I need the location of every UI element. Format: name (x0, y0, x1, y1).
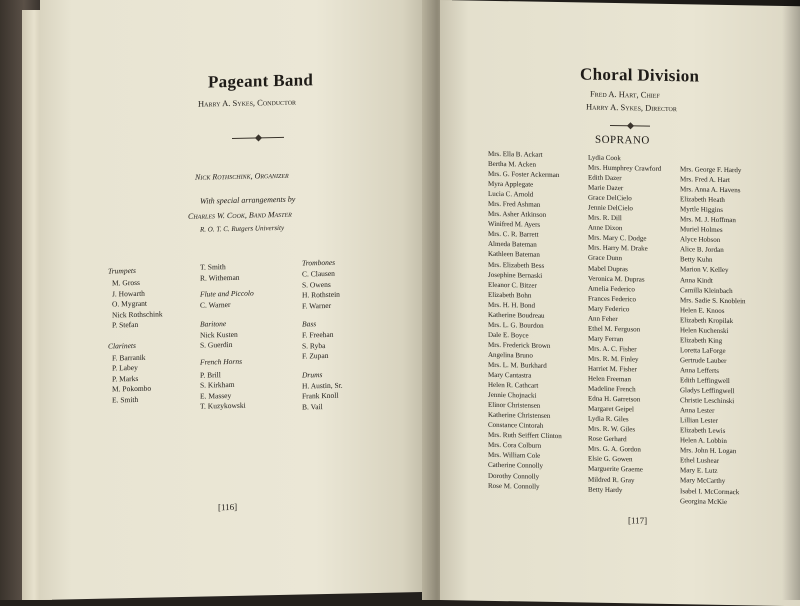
singer-name: Rose Gerhard (588, 434, 627, 444)
member-name: F. Barranik (112, 352, 146, 362)
singer-name: Alice B. Jordan (680, 245, 724, 255)
member-name: P. Brill (200, 369, 221, 380)
singer-name: Helen Freeman (588, 374, 631, 384)
singer-name: Mary Federico (588, 304, 630, 314)
choral-title: Choral Division (580, 64, 700, 86)
member-name: T. Smith (200, 262, 226, 272)
singer-name: Eleanor C. Bitzer (488, 280, 537, 290)
singer-name: Lydia Cook (588, 153, 621, 163)
ornament-divider (610, 125, 650, 127)
singer-name: Mrs. Frederick Brown (488, 340, 551, 350)
section-heading: French Horns (200, 356, 243, 367)
member-name: O. Mygrant (112, 298, 147, 309)
singer-name: Camilla Kleinbach (680, 285, 733, 295)
page-number-left: [116] (218, 501, 238, 513)
singer-name: Mrs. Anna A. Havens (680, 185, 741, 195)
singer-name: Mrs. George F. Hardy (680, 165, 742, 175)
singer-name: Myrtle Higgins (680, 205, 723, 215)
singer-name: Mrs. G. A. Gordon (588, 444, 641, 454)
singer-name: Mrs. Asher Atkinson (488, 210, 547, 220)
singer-name: Madeline French (588, 384, 636, 394)
singer-name: Loretta LaForge (680, 346, 726, 355)
open-book (22, 0, 800, 600)
member-name: F. Zupan (302, 350, 329, 361)
member-name: T. Kuzykowski (200, 400, 246, 411)
singer-name: Mrs. Harry M. Drake (588, 244, 648, 254)
member-name: S. Kirkham (200, 379, 235, 390)
singer-name: Mrs. Fred A. Hart (680, 175, 730, 185)
singer-name: Frances Federico (588, 294, 637, 304)
singer-name: Jennie DelCielo (588, 203, 633, 213)
singer-name: Anna Lester (680, 406, 715, 415)
member-name: C. Clausen (302, 268, 335, 279)
member-name: R. Witheman (200, 272, 240, 283)
choral-chief: Fred A. Hart, Chief (590, 88, 660, 100)
singer-name: Jennie Chojnacki (488, 390, 537, 400)
singer-name: Betty Kuhn (680, 255, 713, 265)
member-name: S. Ryba (302, 340, 326, 351)
singer-name: Ethel M. Ferguson (588, 324, 641, 334)
singer-name: Lillian Lester (680, 416, 718, 426)
singer-name: Elizabeth Lewis (680, 426, 726, 436)
member-name: S. Guerdin (200, 339, 233, 350)
singer-name: Mrs. Fred Ashman (488, 200, 541, 209)
section-heading: Drums (302, 369, 323, 380)
singer-name: Mrs. Cora Colburn (488, 441, 542, 451)
section-heading: Flute and Piccolo (200, 288, 254, 299)
member-name: E. Smith (112, 394, 139, 404)
singer-name: Grace Dunn (588, 254, 623, 263)
singer-name: Constance Cintorah (488, 421, 544, 431)
singer-name: Helen Kuchenski (680, 325, 729, 335)
section-soprano: SOPRANO (595, 133, 650, 147)
singer-name: Mrs. Ruth Seiffert Clinton (488, 431, 562, 441)
singer-name: Mary E. Lutz (680, 466, 718, 476)
singer-name: Amelia Federico (588, 284, 635, 294)
singer-name: Elizabeth Bohn (488, 290, 532, 300)
left-page (40, 0, 434, 600)
singer-name: Elsie G. Gowen (588, 454, 633, 464)
singer-name: Mrs. John H. Logan (680, 446, 737, 456)
singer-name: Lydia R. Giles (588, 414, 629, 424)
member-name: C. Warner (200, 300, 231, 310)
singer-name: Ethel Lushear (680, 456, 720, 466)
singer-name: Mary Cantastra (488, 370, 532, 380)
member-name: B. Vail (302, 401, 323, 412)
singer-name: Dale E. Boyce (488, 330, 529, 340)
singer-name: Muriel Holmes (680, 225, 723, 235)
choral-director: Harry A. Sykes, Director (586, 101, 677, 114)
member-name: F. Warner (302, 300, 332, 311)
singer-name: Myra Applegate (488, 179, 534, 189)
singer-name: Mrs. M. J. Hoffman (680, 215, 736, 225)
singer-name: Catherine Connolly (488, 461, 544, 471)
rotc-unit: R. O. T. C. Rutgers University (200, 223, 285, 234)
right-page (440, 0, 800, 606)
singer-name: Lucia C. Arnold (488, 190, 534, 199)
soprano-column-3 (680, 164, 746, 507)
singer-name: Mrs. L. G. Bourdon (488, 320, 544, 330)
singer-name: Harriet M. Fisher (588, 364, 637, 374)
member-name: P. Stefan (112, 319, 139, 330)
band-column-3 (302, 258, 343, 413)
singer-name: Mrs. Sadie S. Knoblein (680, 295, 746, 305)
singer-name: Mrs. R. W. Giles (588, 424, 636, 434)
member-name: H. Rothstein (302, 289, 340, 300)
singer-name: Betty Hardy (588, 485, 623, 494)
member-name: S. Owens (302, 279, 331, 290)
singer-name: Marion V. Kelley (680, 265, 729, 275)
singer-name: Mildred R. Gray (588, 475, 635, 484)
singer-name: Edith Dazer (588, 173, 622, 183)
singer-name: Mrs. Mary C. Dodge (588, 233, 647, 243)
singer-name: Winifred M. Ayers (488, 220, 541, 230)
member-name: M. Pokombo (112, 383, 152, 394)
member-name: F. Freehan (302, 329, 334, 340)
singer-name: Marie Dazer (588, 183, 624, 193)
singer-name: Edna H. Garretson (588, 394, 641, 404)
member-name: E. Massey (200, 390, 232, 401)
member-name: Nick Kusten (200, 329, 238, 340)
special-arrangements: With special arrangements by (200, 194, 296, 206)
band-column-2 (200, 262, 254, 413)
ornament-divider (232, 137, 284, 139)
member-name: P. Labey (112, 362, 138, 373)
singer-name: Marguerite Graeme (588, 465, 643, 474)
member-name: M. Gross (112, 277, 140, 288)
singer-name: Elizabeth Kropilak (680, 315, 734, 325)
singer-name: Mrs. R. Dill (588, 213, 622, 223)
singer-name: Alyce Hobson (680, 235, 721, 245)
singer-name: Veronica M. Dupras (588, 274, 645, 284)
singer-name: Almeda Bateman (488, 240, 537, 250)
soprano-column-2 (588, 153, 661, 496)
singer-name: Georgina McKie (680, 496, 728, 506)
singer-name: Margaret Geipel (588, 404, 634, 414)
singer-name: Mrs. G. Foster Ackerman (488, 169, 560, 180)
member-name: J. Howarth (112, 288, 145, 298)
section-heading: Baritone (200, 318, 227, 329)
member-name: P. Marks (112, 373, 139, 383)
band-organizer: Nick Rothschink, Organizer (195, 170, 289, 182)
singer-name: Mrs. C. R. Barrett (488, 230, 539, 240)
singer-name: Mrs. Humphrey Crawford (588, 163, 662, 173)
singer-name: Rose M. Connolly (488, 481, 540, 491)
singer-name: Ann Feher (588, 314, 618, 323)
singer-name: Mrs. L. M. Burkhard (488, 360, 547, 370)
singer-name: Elizabeth King (680, 335, 723, 345)
singer-name: Christie Leschinski (680, 396, 735, 406)
singer-name: Helen R. Cathcart (488, 380, 539, 390)
section-heading: Clarinets (108, 340, 136, 351)
singer-name: Edith Leffingwell (680, 376, 730, 386)
singer-name: Mrs. H. H. Bond (488, 300, 536, 310)
singer-name: Mary Ferran (588, 334, 624, 344)
singer-name: Mrs. Ella B. Ackart (488, 149, 543, 159)
singer-name: Grace DelCielo (588, 193, 632, 203)
singer-name: Kathleen Bateman (488, 250, 540, 260)
singer-name: Mrs. Elizabeth Bess (488, 260, 545, 270)
singer-name: Elizabeth Heath (680, 195, 725, 205)
singer-name: Elinor Christensen (488, 401, 541, 410)
singer-name: Anna Kindt (680, 275, 713, 285)
singer-name: Mary McCarthy (680, 476, 726, 486)
singer-name: Helen A. Lobbin (680, 436, 727, 446)
section-heading: Trumpets (108, 265, 136, 276)
singer-name: Gertrude Lauber (680, 356, 727, 365)
singer-name: Mrs. William Cole (488, 451, 541, 461)
member-name: Nick Rothschink (112, 308, 163, 319)
page-number-right: [117] (628, 515, 648, 526)
singer-name: Anne Dixon (588, 223, 623, 233)
singer-name: Mrs. R. M. Finley (588, 354, 639, 364)
singer-name: Gladys Leffingwell (680, 386, 735, 396)
singer-name: Angelina Bruno (488, 350, 533, 360)
band-master: Charles W. Cook, Band Master (188, 209, 292, 221)
singer-name: Isabel I. McCormack (680, 486, 740, 496)
section-heading: Bass (302, 319, 317, 329)
band-column-1 (108, 265, 163, 405)
member-name: H. Austin, Sr. (302, 380, 343, 391)
band-title: Pageant Band (208, 70, 314, 92)
singer-name: Bertha M. Acken (488, 159, 537, 169)
edge-shadow (782, 0, 800, 600)
singer-name: Mabel Dupras (588, 264, 628, 273)
singer-name: Katherine Boudreau (488, 310, 545, 320)
section-heading: Trombones (302, 257, 336, 268)
band-conductor: Harry A. Sykes, Conductor (198, 96, 297, 109)
singer-name: Helen E. Knoos (680, 305, 725, 315)
singer-name: Dorothy Connolly (488, 471, 540, 481)
soprano-column-1 (488, 149, 562, 492)
singer-name: Josephine Bernaski (488, 270, 543, 280)
singer-name: Mrs. A. C. Fisher (588, 344, 637, 354)
member-name: Frank Knoll (302, 390, 339, 401)
singer-name: Katherine Christensen (488, 411, 551, 421)
singer-name: Anna Lefferts (680, 366, 719, 375)
